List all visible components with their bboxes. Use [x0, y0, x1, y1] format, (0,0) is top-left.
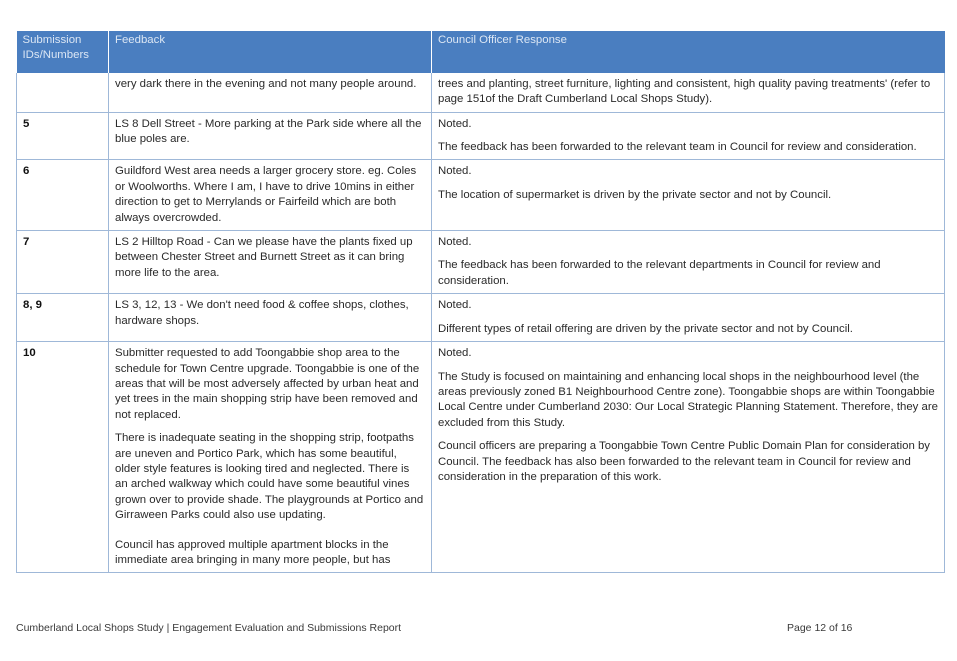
table-row	[17, 160, 945, 231]
submission-id-cell: 8, 9	[17, 294, 109, 342]
table-row	[17, 73, 945, 112]
footer-title: Cumberland Local Shops Study | Engagement Evaluation and Submissions Report	[16, 622, 402, 634]
feedback-cell	[109, 73, 432, 112]
feedback-paragraph: Council has approved multiple apartment blocks in the immediate area bringing in many more people, but has	[115, 538, 391, 566]
header-feedback: Feedback	[109, 31, 432, 73]
response-paragraph: The location of supermarket is driven by the private sector and not by Council.	[438, 188, 832, 201]
response-paragraph: trees and planting, street furniture, lighting and consistent, high quality paving treatments' (refer to page 151of the Draft Cumberland Local Shops Study).	[438, 77, 931, 106]
table-header-row	[17, 31, 945, 73]
table-row	[17, 231, 945, 294]
response-paragraph: The Study is focused on maintaining and enhancing local shops in the neighbourhood level (the areas previously zoned B1 Neighbourhood Centre zone). Toongabbie shops are within Toongabbie Local Centre under Cumberland 2030: Our Local Strategic Planning Statement. Therefore, they are excluded from this Study.	[438, 370, 939, 429]
submission-id-cell: 6	[17, 160, 109, 231]
council-response-cell	[432, 294, 945, 342]
feedback-cell	[109, 342, 432, 573]
submission-id-cell	[17, 73, 109, 112]
submission-id-cell: 5	[17, 112, 109, 160]
submission-id-cell: 10	[17, 342, 109, 573]
response-paragraph: Noted.	[438, 347, 472, 360]
response-paragraph: Noted.	[438, 117, 472, 130]
feedback-paragraph: LS 2 Hilltop Road - Can we please have the plants fixed up between Chester Street and Burnett Street as it can bring more life to the area.	[115, 236, 413, 279]
page-number: Page 12 of 16	[787, 622, 853, 634]
response-paragraph: Noted.	[438, 236, 472, 249]
council-response-cell	[432, 160, 945, 231]
feedback-cell	[109, 294, 432, 342]
response-paragraph: Different types of retail offering are driven by the private sector and not by Council.	[438, 322, 853, 335]
response-paragraph: The feedback has been forwarded to the relevant team in Council for review and consideration.	[438, 141, 917, 154]
table-body	[17, 73, 945, 573]
header-submission-id: Submission IDs/Numbers	[17, 31, 109, 73]
council-response-cell	[432, 342, 945, 573]
feedback-paragraph: very dark there in the evening and not many people around.	[115, 77, 417, 90]
table-row	[17, 294, 945, 342]
feedback-cell	[109, 112, 432, 160]
feedback-cell	[109, 160, 432, 231]
submission-id-cell: 7	[17, 231, 109, 294]
table-row	[17, 112, 945, 160]
feedback-paragraph: LS 8 Dell Street - More parking at the Park side where all the blue poles are.	[115, 117, 422, 146]
header-council-response: Council Officer Response	[432, 31, 945, 73]
feedback-paragraph: There is inadequate seating in the shopping strip, footpaths are uneven and Portico Park, which has some beautiful, older style features is looking tired and neglected. There is an arched walkway which could have some beautiful vines grown over to provide shade. The playgrounds at Portico and Girraween Parks could also use updating.	[115, 432, 424, 522]
council-response-cell	[432, 73, 945, 112]
council-response-cell	[432, 112, 945, 160]
response-paragraph: Noted.	[438, 165, 472, 178]
table-row	[17, 342, 945, 573]
submissions-table	[16, 31, 945, 573]
page-footer	[16, 622, 941, 634]
response-paragraph: The feedback has been forwarded to the relevant departments in Council for review and consideration.	[438, 259, 881, 287]
feedback-cell	[109, 231, 432, 294]
feedback-paragraph: LS 3, 12, 13 - We don't need food & coffee shops, clothes, hardware shops.	[115, 299, 409, 327]
feedback-paragraph: Submitter requested to add Toongabbie shop area to the schedule for Town Centre upgrade. Toongabbie is one of the areas that will be most adversely affected by urban heat and yet trees in the main shopping strip have been removed and not replaced.	[115, 347, 420, 421]
response-paragraph: Noted.	[438, 299, 472, 312]
council-response-cell	[432, 231, 945, 294]
feedback-paragraph: Guildford West area needs a larger grocery store. eg. Coles or Woolworths. Where I am, I have to drive 10mins in either direction to get to Merrylands or Fairfeild which are both always overcrowded.	[115, 165, 417, 224]
response-paragraph: Council officers are preparing a Toongabbie Town Centre Public Domain Plan for consideration by Council. The feedback has also been forwarded to the relevant team in Council for review and consideration in the preparation of this work.	[438, 440, 930, 483]
